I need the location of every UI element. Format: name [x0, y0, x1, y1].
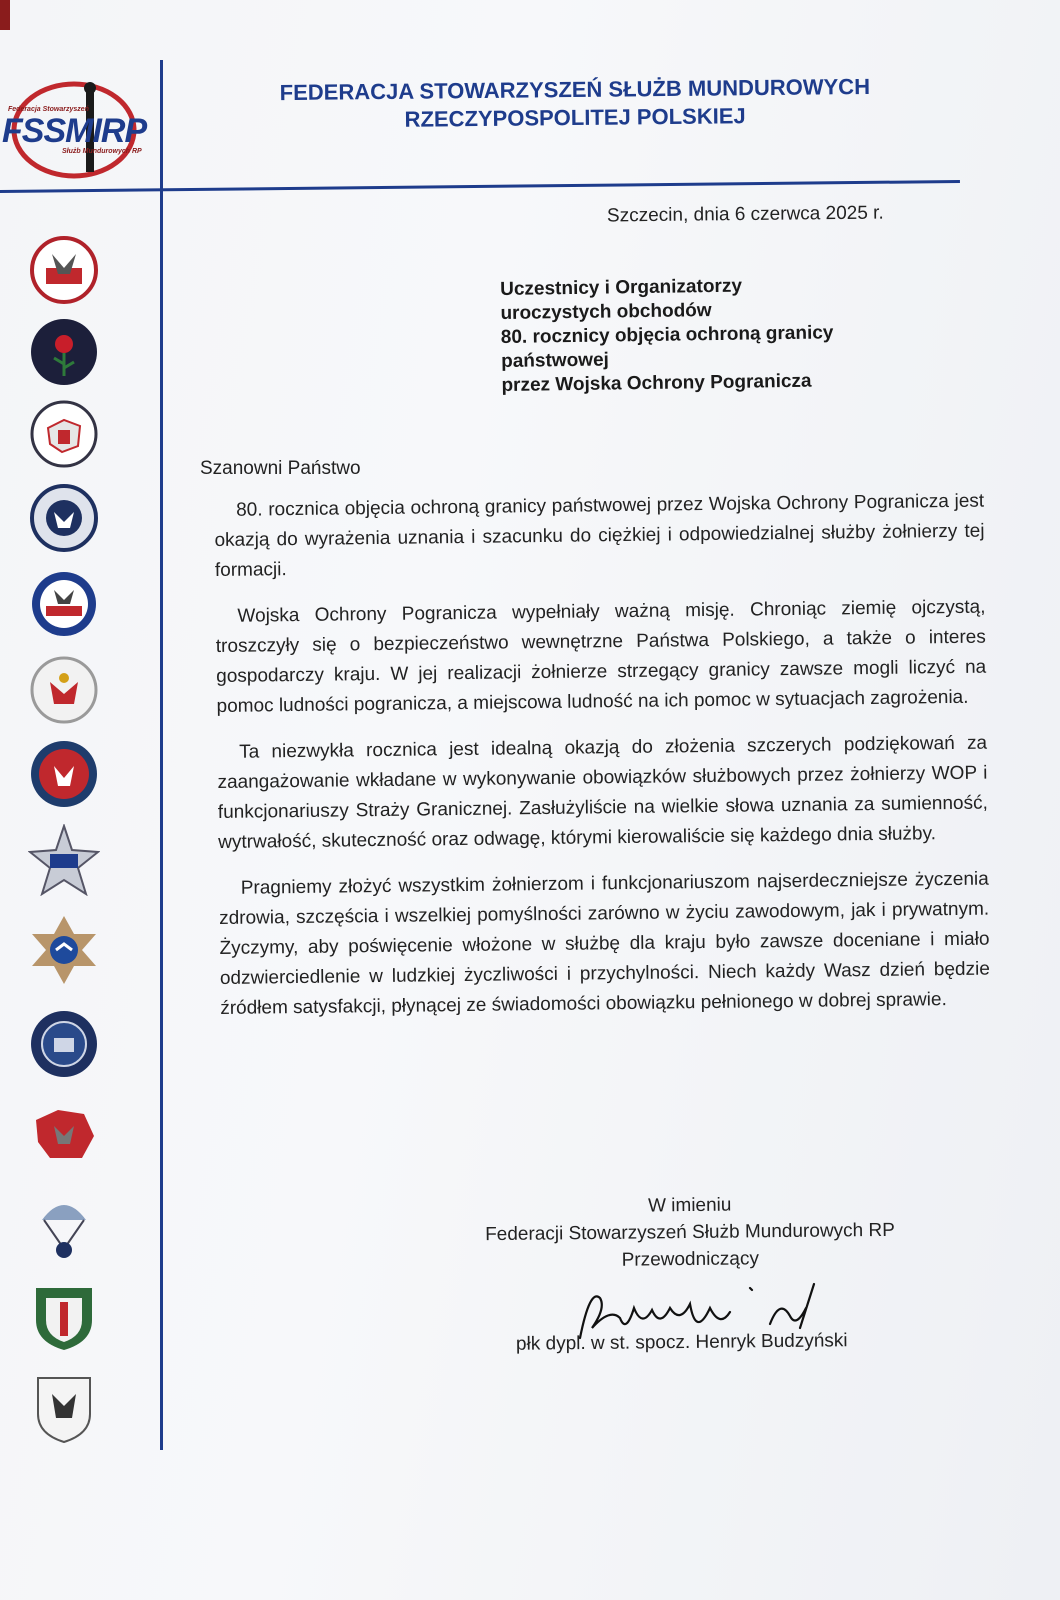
closing-line3: Przewodniczący	[621, 1248, 760, 1271]
closing-block	[420, 1189, 961, 1276]
logo-top-text: Federacja Stowarzyszeń	[8, 106, 89, 113]
addressee-line: 80. rocznicy objęcia ochroną granicy	[500, 322, 834, 348]
eagle-wreath-emblem-icon	[28, 482, 100, 554]
eagle-on-poland-map-emblem-icon	[28, 1096, 100, 1168]
body-paragraph: Ta niezwykła rocznica jest idealną okazją do złożenia szczerych podziękowań za zaangażowanie wkładane w wykonywanie obowiązków służbowych przez żołnierzy WOP i funkcjonariuszy Straży Granicznej. Zasłużyliście na wielkie słowa uznania za sumienność, wytrwałość, skuteczność oraz odwagę, którymi kierowaliście się każdego dnia służby.	[217, 732, 988, 853]
red-rose-emblem-icon	[28, 316, 100, 388]
military-shield-emblem-icon	[28, 1372, 100, 1444]
addressee-line: Uczestnicy i Organizatorzy	[500, 275, 743, 300]
letter-date: Szczecin, dnia 6 czerwca 2025 r.	[606, 202, 884, 227]
page-corner-mark	[0, 0, 10, 30]
parachute-emblem-icon	[28, 1190, 100, 1262]
organization-title-line1: FEDERACJA STOWARZYSZEŃ SŁUŻB MUNDUROWYCH	[279, 73, 871, 106]
blue-badge-emblem-icon	[28, 1008, 100, 1080]
eagle-red-white-emblem-icon	[28, 234, 100, 306]
organization-title-line2: RZECZYPOSPOLITEJ POLSKIEJ	[404, 103, 746, 132]
logo-main-text: FSSMIRP	[2, 112, 147, 150]
organization-title	[195, 72, 956, 136]
flag-eagle-emblem-icon	[28, 568, 100, 640]
addressee-line: przez Wojska Ochrony Pogranicza	[501, 370, 812, 396]
salutation: Szanowni Państwo	[200, 458, 361, 479]
eagle-red-circle-emblem-icon	[28, 738, 100, 810]
police-star-emblem-icon	[28, 824, 100, 896]
vertical-rule	[160, 60, 163, 1450]
addressee-line: uroczystych obchodów	[500, 300, 712, 324]
border-shield-emblem-icon	[28, 1280, 100, 1352]
poland-map-emblem-icon	[28, 398, 100, 470]
addressee-line: państwowej	[501, 349, 609, 372]
body-paragraph: Pragniemy złożyć wszystkim żołnierzom i funkcjonariuszom najserdeczniejsze życzenia zdrowia, szczęścia i wszelkiej pomyślności zarówno w życiu zawodowym, jak i prywatnym. Życzymy, aby poświęcenie włożone w służbę dla kraju było zawsze doceniane i miało odzwierciedlenie w ludzkiej życzliwości i przychylności. Niech każdy Wasz dzień będzie źródłem satysfakcji, płynącej ze świadomości obowiązku pełnionego w dobrej sprawie.	[219, 868, 990, 1019]
fire-service-star-emblem-icon	[28, 914, 100, 986]
letter-body	[214, 487, 991, 1040]
body-paragraph: 80. rocznica objęcia ochroną granicy państwowej przez Wojska Ochrony Pogranicza jest okazją do wyrażenia uznania i szacunku do ciężkiej i odpowiedzialnej służby żołnierzy tej formacji.	[214, 490, 985, 581]
closing-line1: W imieniu	[647, 1194, 732, 1217]
logo-bottom-text: Służb Mundurowych RP	[62, 148, 142, 155]
closing-line2: Federacji Stowarzyszeń Służb Mundurowych RP	[485, 1219, 895, 1246]
signer-name: płk dypl. w st. spocz. Henryk Budzyński	[515, 1330, 848, 1355]
body-paragraph: Wojska Ochrony Pogranicza wypełniały ważną misję. Chroniąc ziemię ojczystą, troszczyły się o bezpieczeństwo wewnętrzne Państwa Polskiego, a także o interes gospodarczy kraju. W jej realizacji żołnierze strzegący granicy zawsze mogli liczyć na pomoc ludności pogranicza, a miejscowa ludność na ich pomoc w sytuacjach zagrożenia.	[215, 596, 987, 717]
eagle-laurel-emblem-icon	[28, 654, 100, 726]
addressee-block	[500, 273, 834, 398]
